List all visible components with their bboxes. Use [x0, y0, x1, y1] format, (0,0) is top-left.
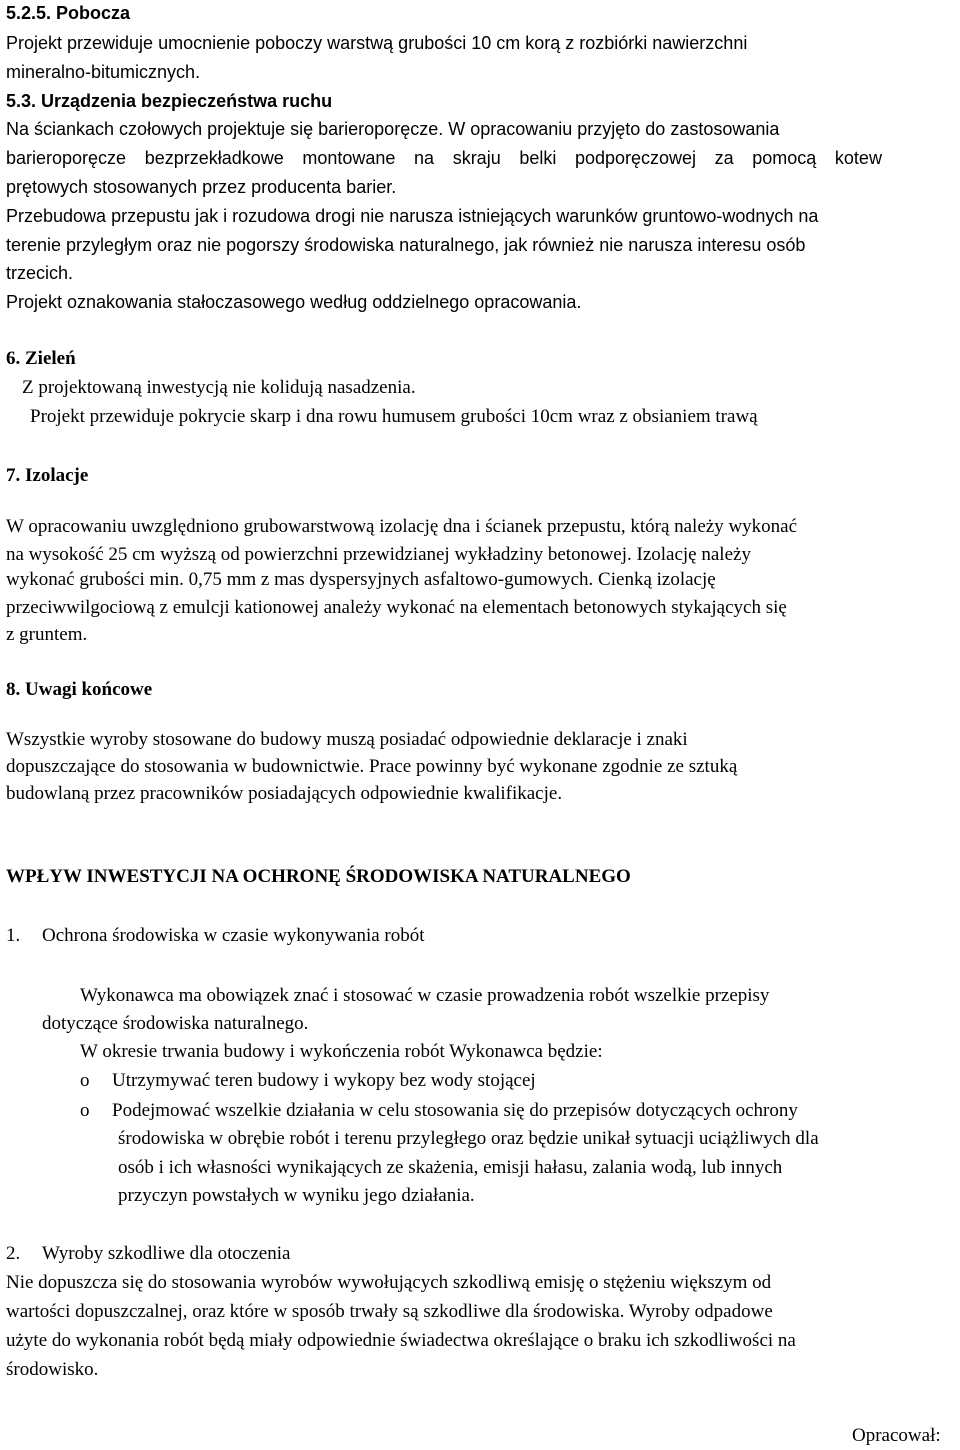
list-item-line: przyczyn powstałych w wyniku jego działania.	[118, 1185, 475, 1206]
paragraph-line: użyte do wykonania robót będą miały odpowiednie świadectwa określające o braku ich szkodliwości na	[6, 1330, 796, 1351]
env-p1-number: 1.	[6, 925, 21, 946]
env-p2-number: 2.	[6, 1243, 21, 1264]
paragraph-line: Na ściankach czołowych projektuje się barieroporęcze. W opracowaniu przyjęto do zastosowania	[6, 119, 780, 139]
paragraph-line: trzecich.	[6, 263, 74, 283]
paragraph-line: przeciwwilgociową z emulcji kationowej anależy wykonać na elementach betonowych stykających się	[6, 597, 787, 618]
paragraph-line: mineralno-bitumicznych.	[6, 62, 201, 82]
paragraph-line: z gruntem.	[6, 624, 88, 645]
list-item: Utrzymywać teren budowy i wykopy bez wody stojącej	[112, 1070, 536, 1091]
paragraph-line: wartości dopuszczalnej, oraz które w sposób trwały są szkodliwe dla środowiska. Wyroby odpadowe	[6, 1301, 773, 1322]
list-item-line: środowiska w obrębie robót i terenu przyległego oraz będzie unikał sytuacji uciążliwych dla	[118, 1128, 819, 1149]
paragraph-line: Projekt przewiduje umocnienie poboczy warstwą grubości 10 cm korą z rozbiórki nawierzchni	[6, 33, 748, 53]
paragraph-line: budowlaną przez pracowników posiadających odpowiednie kwalifikacje.	[6, 783, 563, 804]
section-heading-7: 7. Izolacje	[6, 465, 89, 486]
paragraph-line: wykonać grubości min. 0,75 mm z mas dyspersyjnych asfaltowo-gumowych. Cienką izolację	[6, 569, 716, 590]
paragraph-line: prętowych stosowanych przez producenta barier.	[6, 177, 397, 197]
paragraph-line: barieroporęcze bezprzekładkowe montowane na skraju belki podporęczowej za pomocą kotew	[6, 148, 882, 168]
paragraph-line: dotyczące środowiska naturalnego.	[42, 1013, 309, 1034]
paragraph-line: Przebudowa przepustu jak i rozudowa drogi nie narusza istniejących warunków gruntowo-wodnych na	[6, 206, 819, 226]
section-heading-6: 6. Zieleń	[6, 348, 76, 369]
paragraph-line: Nie dopuszcza się do stosowania wyrobów wywołujących szkodliwą emisję o stężeniu większym od	[6, 1272, 772, 1293]
section-heading-525: 5.2.5. Pobocza	[6, 3, 131, 23]
section-heading-8: 8. Uwagi końcowe	[6, 679, 153, 700]
env-p1-heading: Ochrona środowiska w czasie wykonywania robót	[42, 925, 425, 946]
section-heading-53: 5.3. Urządzenia bezpieczeństwa ruchu	[6, 91, 333, 111]
paragraph-line: Projekt przewiduje pokrycie skarp i dna rowu humusem grubości 10cm wraz z obsianiem trawą	[30, 406, 758, 427]
paragraph-line: środowisko.	[6, 1359, 99, 1380]
paragraph-line: Z projektowaną inwestycją nie kolidują nasadzenia.	[22, 377, 416, 398]
list-item: Podejmować wszelkie działania w celu stosowania się do przepisów dotyczących ochrony	[112, 1100, 798, 1121]
paragraph-line: W opracowaniu uwzględniono grubowarstwową izolację dna i ścianek przepustu, którą należy wykonać	[6, 516, 798, 537]
paragraph-line: dopuszczające do stosowania w budownictwie. Prace powinny być wykonane zgodnie ze sztuką	[6, 756, 738, 777]
bullet-marker: o	[80, 1070, 90, 1091]
list-item-line: osób i ich własności wynikających ze skażenia, emisji hałasu, zalania wodą, lub innych	[118, 1157, 783, 1178]
paragraph-line: Projekt oznakowania stałoczasowego według oddzielnego opracowania.	[6, 292, 582, 312]
paragraph-line: na wysokość 25 cm wyższą od powierzchni przewidzianej wykładziny betonowej. Izolację należy	[6, 544, 751, 565]
paragraph-line: W okresie trwania budowy i wykończenia robót Wykonawca będzie:	[80, 1041, 603, 1062]
paragraph-line: Wykonawca ma obowiązek znać i stosować w czasie prowadzenia robót wszelkie przepisy	[80, 985, 770, 1006]
paragraph-line: terenie przyległym oraz nie pogorszy środowiska naturalnego, jak również nie narusza interesu osób	[6, 235, 806, 255]
env-p2-heading: Wyroby szkodliwe dla otoczenia	[42, 1243, 291, 1264]
paragraph-line: Wszystkie wyroby stosowane do budowy muszą posiadać odpowiednie deklaracje i znaki	[6, 729, 688, 750]
bullet-marker: o	[80, 1100, 90, 1121]
signature-label: Opracował:	[852, 1425, 941, 1446]
env-title: WPŁYW INWESTYCJI NA OCHRONĘ ŚRODOWISKA NATURALNEGO	[6, 866, 631, 887]
